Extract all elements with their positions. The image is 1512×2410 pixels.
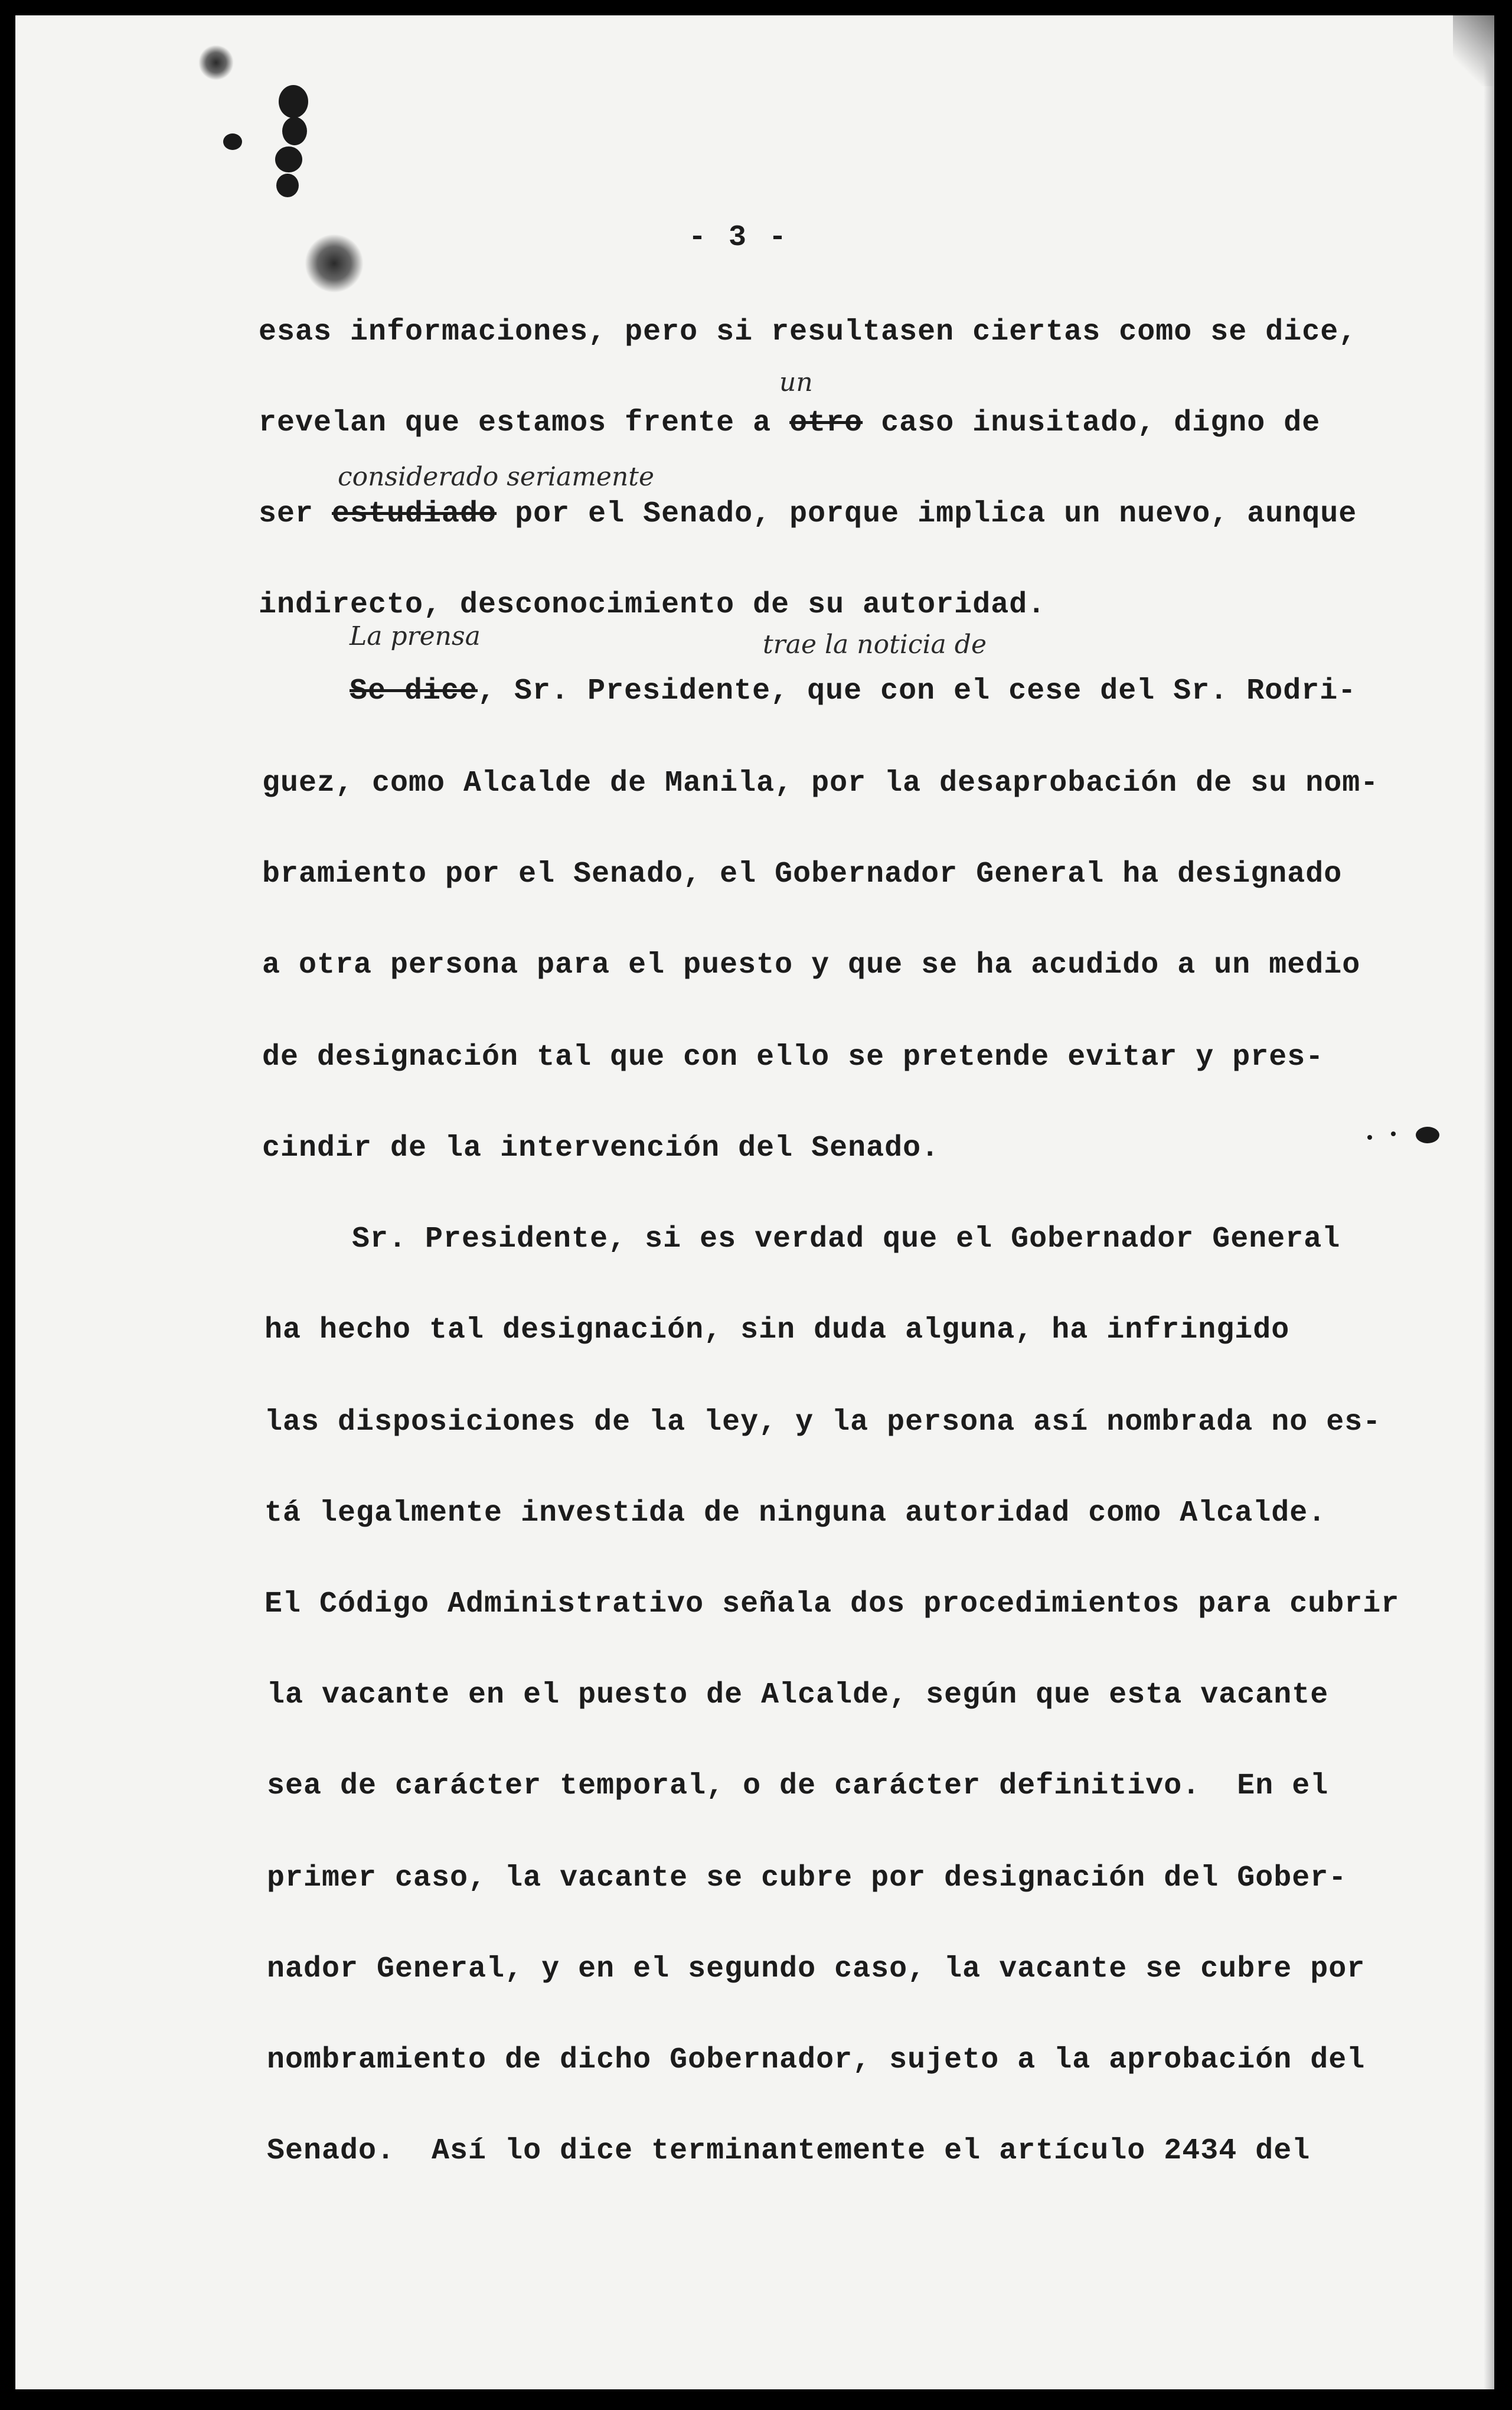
handwritten-correction: un — [779, 367, 813, 397]
text-line: ha hecho tal designación, sin duda alguna, ha infringido — [264, 1313, 1290, 1347]
text-line: esas informaciones, pero si resultasen ciertas como se dice, — [259, 315, 1357, 349]
text-line: El Código Administrativo señala dos procedimientos para cubrir — [264, 1587, 1400, 1621]
text-line: nombramiento de dicho Gobernador, sujeto a la aprobación del — [267, 2043, 1366, 2077]
text-line: nador General, y en el segundo caso, la vacante se cubre por — [267, 1952, 1366, 1986]
text-line: sea de carácter temporal, o de carácter definitivo. En el — [267, 1769, 1329, 1803]
page-number: - 3 - — [688, 221, 789, 255]
text-line: de designación tal que con ello se pretende evitar y pres- — [262, 1041, 1324, 1074]
text-line: Se dice, Sr. Presidente, que con el cese del Sr. Rodri- — [350, 674, 1357, 708]
text-line: guez, como Alcalde de Manila, por la desaprobación de su nom- — [262, 767, 1379, 800]
ink-blot — [1416, 1127, 1439, 1143]
text-line: las disposiciones de la ley, y la persona así nombrada no es- — [264, 1405, 1382, 1439]
page-edge-shadow — [1484, 15, 1494, 2389]
ink-blot — [1367, 1135, 1372, 1140]
handwritten-correction: La prensa — [350, 621, 481, 651]
document-page — [15, 15, 1494, 2389]
text-line: tá legalmente investida de ninguna autoridad como Alcalde. — [264, 1496, 1327, 1530]
struck-word: otro — [789, 406, 863, 440]
text-line: revelan que estamos frente a otro caso inusitado, digno de — [259, 406, 1321, 440]
ink-smudge — [305, 234, 364, 293]
text-line: la vacante en el puesto de Alcalde, según que esta vacante — [267, 1678, 1329, 1712]
text-line: bramiento por el Senado, el Gobernador General ha designado — [262, 857, 1343, 891]
ink-blot — [276, 174, 299, 197]
text-line: primer caso, la vacante se cubre por designación del Gober- — [267, 1861, 1347, 1895]
text-line: Senado. Así lo dice terminantemente el artículo 2434 del — [267, 2134, 1311, 2168]
ink-blot — [275, 146, 302, 172]
text-line: cindir de la intervención del Senado. — [262, 1131, 940, 1165]
handwritten-correction: considerado seriamente — [338, 462, 655, 492]
ink-blot — [1391, 1131, 1396, 1136]
text-line: Sr. Presidente, si es verdad que el Gobernador General — [352, 1222, 1341, 1256]
ink-blot — [282, 117, 307, 145]
handwritten-correction: trae la noticia de — [763, 630, 987, 660]
text-line: a otra persona para el puesto y que se ha acudido a un medio — [262, 948, 1361, 982]
struck-word: Se dice — [350, 674, 478, 708]
ink-smudge — [198, 45, 234, 80]
struck-word: estudiado — [332, 497, 497, 531]
text-line: ser estudiado por el Senado, porque implica un nuevo, aunque — [259, 497, 1357, 531]
page-corner-shadow — [1453, 15, 1494, 86]
ink-blot — [279, 85, 308, 118]
ink-blot — [223, 133, 242, 150]
text-line: indirecto, desconocimiento de su autoridad. — [259, 588, 1046, 622]
